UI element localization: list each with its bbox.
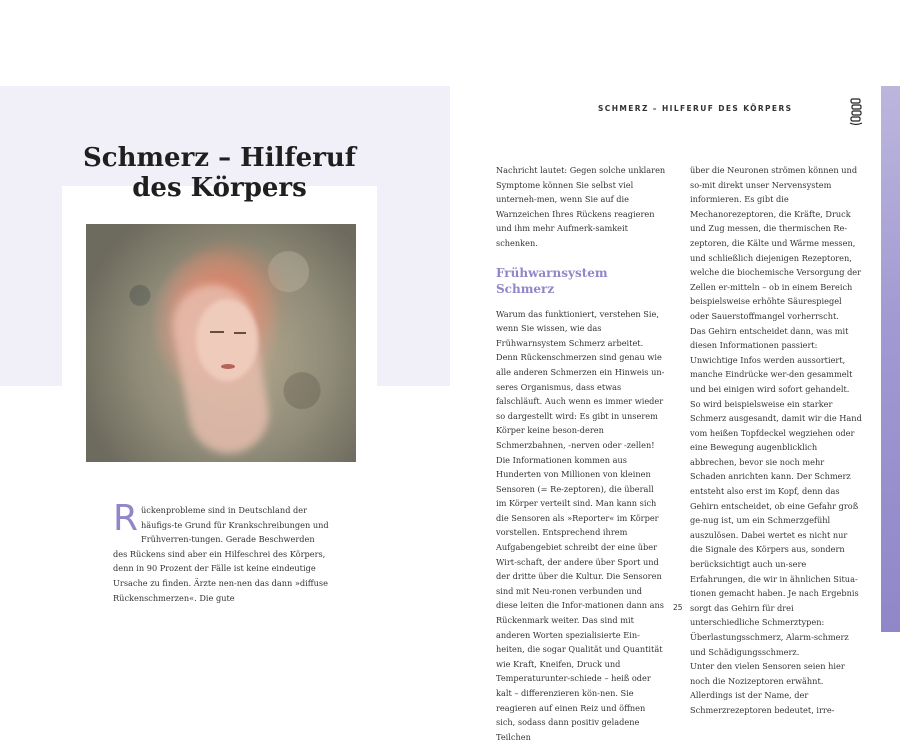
col2-paragraph-2: Das Gehirn entscheidet dann, was mit diesen Informationen passiert: Unwichtige Infos werden aussortiert, manche Eindrücke wer-den gesammelt und bei einigen wird sofort gehandelt. So wird beispielsweise ein starker Schmerz ausgesandt, damit wir die Hand vom heißen Topfdeckel wegziehen oder eine Bewegung augenblicklich abbrechen, bevor sie noch mehr Schaden anrichten kann. Der Schmerz entsteht also erst im Kopf, denn das Gehirn entscheidet, ob eine Gefahr groß ge-nug ist, um ein Schmerzgefühl auszulösen. Dabei wertet es nicht nur die Signale des Körpers aus, sondern berücksichtigt auch un-sere Erfahrungen, die wir in ähnlichen Situa-tionen gemacht haben. Je nach Ergebnis sorgt das Gehirn für drei unterschiedliche Schmerztypen: Überlastungsschmerz, Alarm-schmerz und Schädigungsschmerz. <box>690 325 862 657</box>
col2-paragraph-3: Unter den vielen Sensoren seien hier noch die Nozizeptoren erwähnt. Allerdings ist der Name, der Schmerzrezeptoren bedeutet, irre- <box>690 661 845 715</box>
intro-paragraph <box>113 498 331 605</box>
side-tab-bar <box>881 86 900 632</box>
running-head: SCHMERZ – HILFERUF DES KÖRPERS <box>598 104 793 113</box>
spine-icon <box>848 98 864 126</box>
title-line-2: des Körpers <box>132 173 307 203</box>
page-title <box>62 143 377 203</box>
illustration-photo <box>86 224 356 462</box>
col1-paragraph-1: Nachricht lautet: Gegen solche unklaren Symptome können Sie selbst viel unterneh-men, wenn Sie auf die Warnzeichen Ihres Rückens reagieren und ihm mehr Aufmerk-samkeit schenken. <box>496 165 666 248</box>
intro-dropcap: R <box>113 498 139 539</box>
text-column-1 <box>496 163 666 744</box>
subheading: Frühwarnsystem Schmerz <box>496 265 608 296</box>
col2-paragraph-1: über die Neuronen strömen können und so-mit direkt unser Nervensystem informieren. Es gibt die Mechanorezeptoren, die Kräfte, Druck und Zug messen, die thermischen Re-zeptoren, die Kälte und Wärme messen, und schließlich diejenigen Rezeptoren, welche die biochemische Versorgung der Zellen er-mitteln – ob in einem Bereich beispielsweise erhöhte Säurespiegel oder Sauerstoffmangel vorherrscht. <box>690 165 862 321</box>
intro-text: ückenprobleme sind in Deutschland der häufigs-te Grund für Krankschreibungen und Frühverren-tungen. Gerade Beschwerden des Rückens sind aber ein Hilfeschrei des Körpers, denn in 90 Prozent der Fälle ist keine eindeutige Ursache zu finden. Ärzte nen-nen das dann »diffuse Rückenschmerzen«. Die gute <box>113 505 329 603</box>
text-column-2 <box>690 163 862 718</box>
col1-paragraph-2: Warum das funktioniert, verstehen Sie, wenn Sie wissen, wie das Frühwarnsystem Schmerz arbeitet. Denn Rückenschmerzen sind genau wie alle anderen Schmerzen ein Hinweis un-seres Organismus, dass etwas falschläuft. Auch wenn es immer wieder so dargestellt wird: Es gibt in unserem Körper keine beson-deren Schmerzbahnen, -nerven oder -zellen! Die Informationen kommen aus Hunderten von Millionen von kleinen Sensoren (= Re-zeptoren), die überall im Körper verteilt sind. Man kann sich die Sensoren als »Reporter« im Körper vorstellen. Entsprechend ihrem Aufgabengebiet schreibt der eine über Wirt-schaft, der andere über Sport und der dritte über die Kultur. Die Sensoren sind mit Neu-ronen verbunden und diese leiten die Infor-mationen dann ans Rückenmark weiter. Das sind mit anderen Worten spezialisierte Ein-heiten, die sogar Qualität und Quantität wie Kraft, Kneifen, Druck und Temperaturunter-schiede – heiß oder kalt – differenzieren kön-nen. Sie reagieren auf einen Reiz und öffnen sich, sodass dann positiv geladene Teilchen <box>496 308 665 742</box>
page-number: 25 <box>673 603 683 612</box>
title-line-1: Schmerz – Hilferuf <box>83 143 356 173</box>
